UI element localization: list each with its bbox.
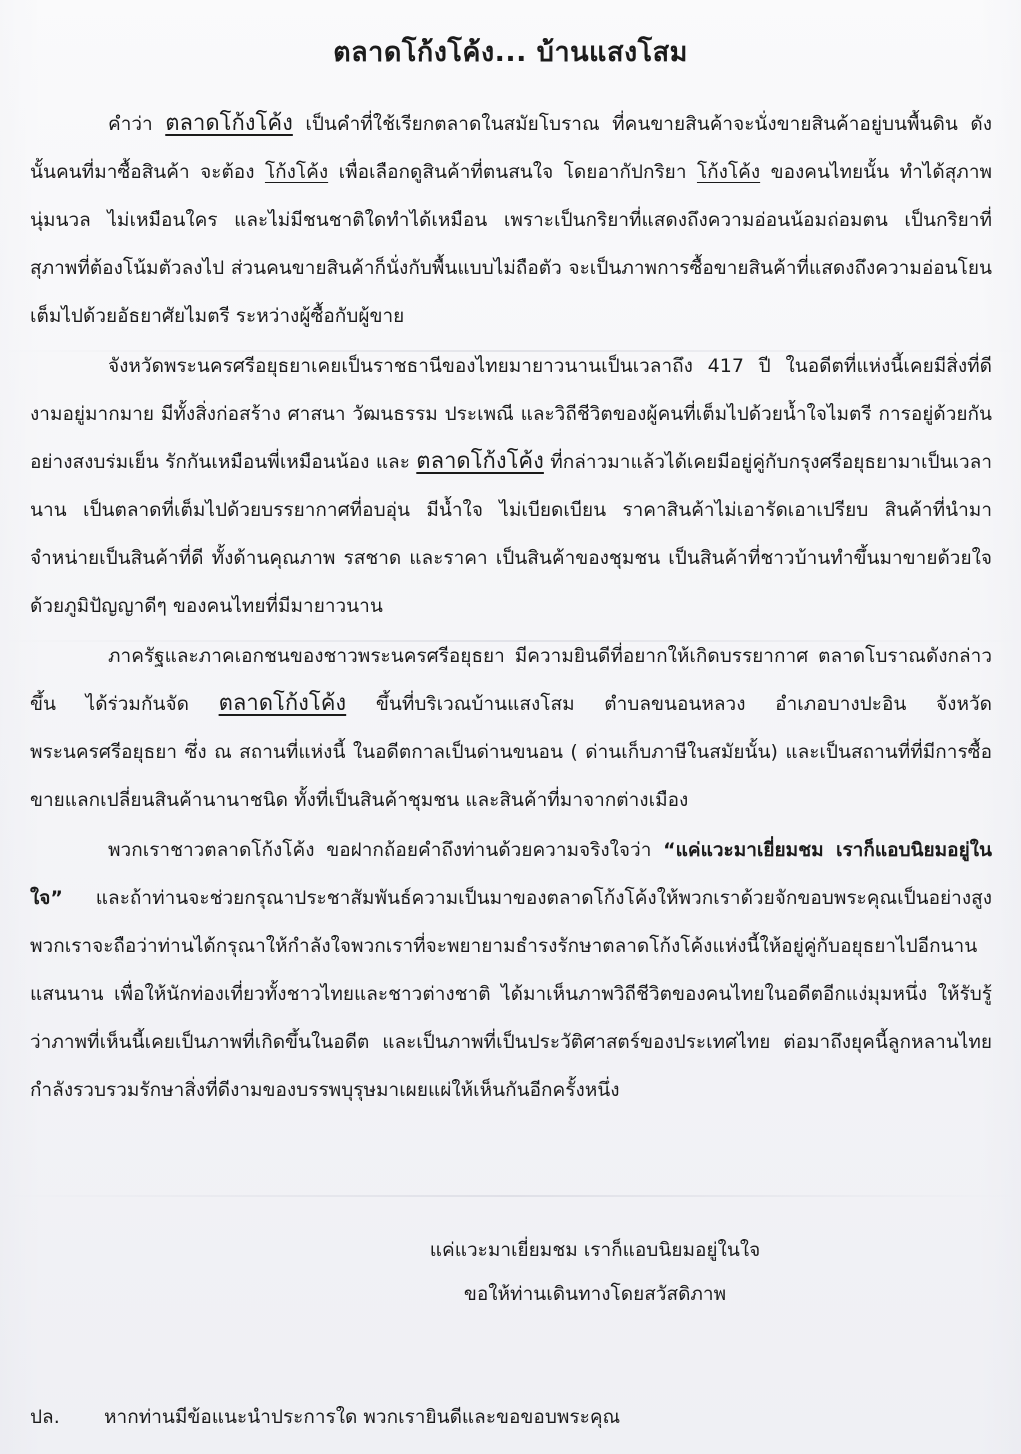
closing-line-2: ขอให้ท่านเดินทางโดยสวัสดิภาพ	[463, 1283, 727, 1305]
closing-block	[0, 1228, 1021, 1316]
postscript	[30, 1402, 620, 1432]
bowing-term-underlined: โก้งโค้ง	[264, 161, 329, 183]
postscript-label: ปล.	[30, 1406, 60, 1428]
market-name-underlined: ตลาดโก้งโค้ง	[165, 111, 293, 136]
paragraph-2: จังหวัดพระนครศรีอยุธยาเคยเป็นราชธานีของไทยมายาวนานเป็นเวลาถึง 417 ปี ในอดีตที่แห่งนี้เคยมีสิ่งที่ดีงามอยู่มากมาย มีทั้งสิ่งก่อสร้าง ศาสนา วัฒนธรรม ประเพณี และวิถีชีวิตของผู้คนที่เต็มไปด้วยน้ำใจไมตรี การอยู่ด้วยกันอย่างสงบร่มเย็น รักกันเหมือนพี่เหมือนน้อง และ ตลาดโก้งโค้ง ที่กล่าวมาแล้วได้เคยมีอยู่คู่กับกรุงศรีอยุธยามาเป็นเวลานาน เป็นตลาดที่เต็มไปด้วยบรรยากาศที่อบอุ่น มีน้ำใจ ไม่เบียดเบียน ราคาสินค้าไม่เอารัดเอาเปรียบ สินค้าที่นำมาจำหน่ายเป็นสินค้าที่ดี ทั้งด้านคุณภาพ รสชาด และราคา เป็นสินค้าของชุมชน เป็นสินค้าที่ชาวบ้านทำขึ้นมาขายด้วยใจ ด้วยภูมิปัญญาดีๆ ของคนไทยที่มีมายาวนาน	[30, 355, 992, 617]
paper-crease	[0, 1195, 1021, 1197]
slogan-bold: “แค่แวะมาเยี่ยมชม เราก็แอบนิยมอยู่ในใจ”	[30, 839, 992, 909]
document-body	[30, 100, 992, 1114]
paragraph-4: พวกเราชาวตลาดโก้งโค้ง ขอฝากถ้อยคำถึงท่านด้วยความจริงใจว่า “แค่แวะมาเยี่ยมชม เราก็แอบนิยมอยู่ในใจ” และถ้าท่านจะช่วยกรุณาประชาสัมพันธ์ความเป็นมาของตลาดโก้งโค้งให้พวกเราด้วยจักขอบพระคุณเป็นอย่างสูง พวกเราจะถือว่าท่านได้กรุณาให้กำลังใจพวกเราที่จะพยายามธำรงรักษาตลาดโก้งโค้งแห่งนี้ให้อยู่คู่กับอยุธยาไปอีกนานแสนนาน เพื่อให้นักท่องเที่ยวทั้งชาวไทยและชาวต่างชาติ ได้มาเห็นภาพวิถีชีวิตของคนไทยในอดีตอีกแง่มุมหนึ่ง ให้รับรู้ว่าภาพที่เห็นนี้เคยเป็นภาพที่เกิดขึ้นในอดีต และเป็นภาพที่เป็นประวัติศาสตร์ของประเทศไทย ต่อมาถึงยุคนี้ลูกหลานไทยกำลังรวบรวมรักษาสิ่งที่ดีงามของบรรพบุรุษมาเผยแผ่ให้เห็นกันอีกครั้งหนึ่ง	[30, 839, 992, 1101]
closing-line-1: แค่แวะมาเยี่ยมชม เราก็แอบนิยมอยู่ในใจ	[429, 1239, 761, 1261]
document-title: ตลาดโก้งโค้ง... บ้านแสงโสม	[333, 37, 688, 68]
market-name-underlined: ตลาดโก้งโค้ง	[218, 691, 347, 716]
paragraph-1: คำว่า ตลาดโก้งโค้ง เป็นคำที่ใช้เรียกตลาดในสมัยโบราณ ที่คนขายสินค้าจะนั่งขายสินค้าอยู่บนพื้นดิน ดังนั้นคนที่มาซื้อสินค้า จะต้อง โก้งโค้ง เพื่อเลือกดูสินค้าที่ตนสนใจ โดยอากัปกริยา โก้งโค้ง ของคนไทยนั้น ทำได้สุภาพ นุ่มนวล ไม่เหมือนใคร และไม่มีชนชาติใดทำได้เหมือน เพราะเป็นกริยาที่แสดงถึงความอ่อนน้อมถ่อมตน เป็นกริยาที่สุภาพที่ต้องโน้มตัวลงไป ส่วนคนขายสินค้าก็นั่งกับพื้นแบบไม่ถือตัว จะเป็นภาพการซื้อขายสินค้าที่แสดงถึงความอ่อนโยน เต็มไปด้วยอัธยาศัยไมตรี ระหว่างผู้ซื้อกับผู้ขาย	[30, 111, 993, 327]
postscript-text: หากท่านมีข้อแนะนำประการใด พวกเรายินดีและขอขอบพระคุณ	[104, 1406, 621, 1428]
market-name-underlined: ตลาดโก้งโค้ง	[416, 449, 544, 474]
paragraph-3: ภาครัฐและภาคเอกชนของชาวพระนครศรีอยุธยา มีความยินดีที่อยากให้เกิดบรรยากาศ ตลาดโบราณดังกล่าวขึ้น ได้ร่วมกันจัด ตลาดโก้งโค้ง ขึ้นที่บริเวณบ้านแสงโสม ตำบลขนอนหลวง อำเภอบางปะอิน จังหวัดพระนครศรีอยุธยา ซึ่ง ณ สถานที่แห่งนี้ ในอดีตกาลเป็นด่านขนอน ( ด่านเก็บภาษีในสมัยนั้น) และเป็นสถานที่ที่มีการซื้อขายแลกเปลี่ยนสินค้านานาชนิด ทั้งที่เป็นสินค้าชุมชน และสินค้าที่มาจากต่างเมือง	[30, 645, 992, 811]
bowing-term-underlined: โก้งโค้ง	[696, 161, 761, 183]
